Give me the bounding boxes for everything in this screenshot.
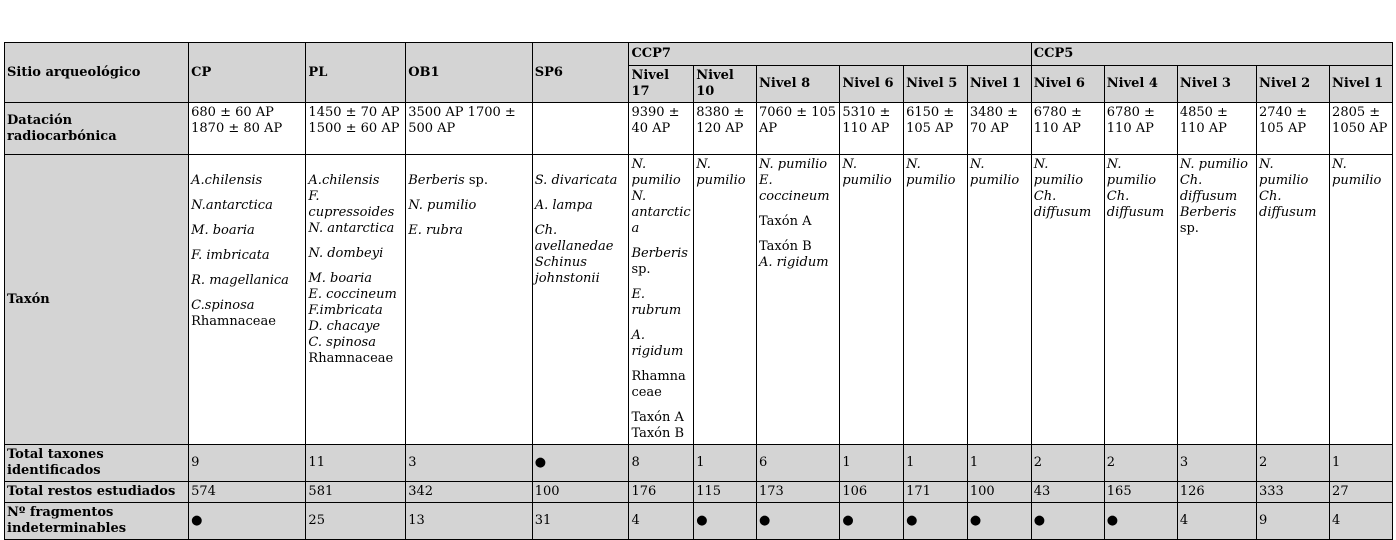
datacion-value: 8380 ± 120 AP bbox=[696, 105, 745, 136]
taxa-ccp5-n6 bbox=[1031, 155, 1104, 445]
taxon-item bbox=[631, 157, 691, 189]
datacion-value: 3500 AP 1700 ± 500 AP bbox=[408, 105, 516, 136]
taxon-item bbox=[1107, 189, 1175, 221]
taxon-name: S. divaricata bbox=[534, 173, 618, 188]
total-taxones-ccp5-n2: 2 bbox=[1257, 445, 1330, 482]
taxon-name: D. chacaye bbox=[308, 319, 381, 334]
total-taxones-ob1: 3 bbox=[406, 445, 533, 482]
site-header-pl: PL bbox=[306, 43, 406, 103]
taxon-item bbox=[1180, 205, 1254, 221]
total-restos-sp6: 100 bbox=[532, 482, 629, 503]
taxon-item bbox=[631, 287, 691, 319]
taxon-item bbox=[308, 303, 403, 319]
taxon-name: Taxón B bbox=[631, 426, 685, 441]
datacion-ccp7-n8 bbox=[757, 103, 840, 155]
taxon-name: A.chilensis bbox=[191, 173, 263, 188]
taxon-name: A.chilensis bbox=[308, 173, 380, 188]
taxa-ccp7-n1 bbox=[967, 155, 1031, 445]
site-header-sp6: SP6 bbox=[532, 43, 629, 103]
row-header-taxon: Taxón bbox=[5, 155, 189, 445]
datacion-pl bbox=[306, 103, 406, 155]
datacion-sp6 bbox=[532, 103, 629, 155]
total-restos-ob1: 342 bbox=[406, 482, 533, 503]
taxon-name: N. antarctica bbox=[631, 189, 691, 236]
taxa-ccp7-n5 bbox=[904, 155, 968, 445]
taxon-item bbox=[759, 255, 837, 271]
taxon-name: C.spinosa bbox=[191, 298, 255, 313]
taxon-name: E. rubrum bbox=[631, 287, 682, 318]
datacion-ccp5-n4 bbox=[1104, 103, 1177, 155]
datacion-value: 5310 ± 110 AP bbox=[842, 105, 891, 136]
taxon-item bbox=[191, 273, 303, 289]
taxon-name: F. imbricata bbox=[191, 248, 270, 263]
level-header-ccp7-n17: Nivel 17 bbox=[629, 66, 694, 103]
row-header-total-taxones: Total taxones identificados bbox=[5, 445, 189, 482]
taxon-name: Taxón A bbox=[631, 410, 684, 425]
fragmentos-ccp7-n17: 4 bbox=[629, 503, 694, 540]
total-restos-ccp7-n10: 115 bbox=[694, 482, 757, 503]
taxon-name: Rhamnaceae bbox=[308, 351, 394, 366]
datacion-value: 6780 ± 110 AP bbox=[1033, 105, 1082, 136]
total-taxones-cp: 9 bbox=[189, 445, 306, 482]
taxon-item bbox=[191, 314, 303, 330]
datacion-ccp5-n1 bbox=[1330, 103, 1393, 155]
level-header-ccp5-n1: Nivel 1 bbox=[1330, 66, 1393, 103]
taxon-name: Ch. diffusum bbox=[1259, 189, 1317, 220]
taxon-item bbox=[631, 246, 691, 278]
fragmentos-cp: ● bbox=[189, 503, 306, 540]
taxon-item bbox=[408, 198, 530, 214]
taxon-item bbox=[308, 351, 403, 367]
fragmentos-ccp5-n6: ● bbox=[1031, 503, 1104, 540]
taxon-name: R. magellanica bbox=[191, 273, 289, 288]
taxon-item bbox=[308, 246, 403, 262]
level-header-ccp5-n3: Nivel 3 bbox=[1177, 66, 1256, 103]
taxon-name: N. pumilio bbox=[1179, 157, 1248, 172]
taxon-item bbox=[191, 248, 303, 264]
taxon-name: N. pumilio bbox=[1033, 157, 1084, 188]
level-header-ccp7-n8: Nivel 8 bbox=[757, 66, 840, 103]
taxon-item bbox=[631, 410, 691, 426]
taxon-name: sp. bbox=[1179, 221, 1199, 236]
taxon-name: N. pumilio bbox=[759, 157, 828, 172]
data-table bbox=[4, 42, 1393, 540]
site-header-ob1: OB1 bbox=[406, 43, 533, 103]
total-restos-ccp5-n2: 333 bbox=[1257, 482, 1330, 503]
site-header-cp: CP bbox=[189, 43, 306, 103]
taxon-name: Ch. diffusum bbox=[1179, 173, 1238, 204]
taxon-name: N. pumilio bbox=[906, 157, 956, 188]
taxa-ccp5-n3 bbox=[1177, 155, 1256, 445]
datacion-ccp7-n5 bbox=[904, 103, 968, 155]
datacion-value: 1450 ± 70 AP 1500 ± 60 AP bbox=[308, 105, 400, 136]
datacion-value: 680 ± 60 AP 1870 ± 80 AP bbox=[191, 105, 283, 136]
taxon-item bbox=[1034, 189, 1102, 221]
total-taxones-ccp5-n6: 2 bbox=[1031, 445, 1104, 482]
row-header-fragmentos: Nº fragmentos indeterminables bbox=[5, 503, 189, 540]
level-header-ccp7-n5: Nivel 5 bbox=[904, 66, 968, 103]
taxon-name: F. cupressoides bbox=[308, 189, 395, 220]
total-restos-ccp5-n4: 165 bbox=[1104, 482, 1177, 503]
fragmentos-ob1: 13 bbox=[406, 503, 533, 540]
taxa-ccp7-n6 bbox=[840, 155, 904, 445]
taxon-suffix: sp. bbox=[631, 262, 651, 277]
taxa-cp bbox=[189, 155, 306, 445]
taxon-name: Ch. avellanedae bbox=[534, 223, 614, 254]
taxa-pl bbox=[306, 155, 406, 445]
taxon-item bbox=[308, 271, 403, 287]
total-taxones-pl: 11 bbox=[306, 445, 406, 482]
taxon-name: N. pumilio bbox=[696, 157, 746, 188]
taxon-name: N.antarctica bbox=[191, 198, 273, 213]
taxon-item bbox=[970, 157, 1029, 189]
total-taxones-ccp5-n4: 2 bbox=[1104, 445, 1177, 482]
fragmentos-sp6: 31 bbox=[532, 503, 629, 540]
datacion-value: 6150 ± 105 AP bbox=[906, 105, 955, 136]
taxon-item bbox=[535, 198, 627, 214]
taxon-item bbox=[308, 287, 403, 303]
taxa-ccp5-n1 bbox=[1330, 155, 1393, 445]
taxon-name: N. dombeyi bbox=[308, 246, 384, 261]
row-header-sitio: Sitio arqueológico bbox=[5, 43, 189, 103]
taxon-name: Taxón B bbox=[759, 239, 812, 254]
taxa-sp6 bbox=[532, 155, 629, 445]
taxon-name: A. rigidum bbox=[631, 328, 684, 359]
taxon-item bbox=[1332, 157, 1390, 189]
taxon-name: Rhamnaceae bbox=[191, 314, 276, 329]
fragmentos-pl: 25 bbox=[306, 503, 406, 540]
taxon-name: E. coccineum bbox=[759, 173, 830, 204]
datacion-ccp7-n6 bbox=[840, 103, 904, 155]
taxon-name: Taxón A bbox=[759, 214, 812, 229]
datacion-value: 6780 ± 110 AP bbox=[1106, 105, 1155, 136]
taxon-item bbox=[191, 198, 303, 214]
datacion-value: 7060 ± 105 AP bbox=[759, 105, 837, 136]
total-restos-ccp7-n5: 171 bbox=[904, 482, 968, 503]
total-restos-ccp7-n8: 173 bbox=[757, 482, 840, 503]
datacion-cp bbox=[189, 103, 306, 155]
fragmentos-ccp5-n2: 9 bbox=[1257, 503, 1330, 540]
taxon-item bbox=[1034, 157, 1102, 189]
taxon-name: N. pumilio bbox=[969, 157, 1020, 188]
taxon-item bbox=[308, 221, 403, 237]
datacion-value: 4850 ± 110 AP bbox=[1179, 105, 1228, 136]
taxon-suffix: sp. bbox=[464, 173, 488, 188]
datacion-ccp7-n1 bbox=[967, 103, 1031, 155]
taxon-item bbox=[906, 157, 965, 189]
taxon-item bbox=[759, 239, 837, 255]
taxon-name: Schinus johnstonii bbox=[534, 255, 600, 286]
taxon-name: N. pumilio bbox=[408, 198, 477, 213]
level-header-ccp5-n2: Nivel 2 bbox=[1257, 66, 1330, 103]
taxon-name: N. pumilio bbox=[1259, 157, 1309, 188]
taxa-ob1 bbox=[406, 155, 533, 445]
taxon-item bbox=[759, 173, 837, 205]
taxon-name: Ch. diffusum bbox=[1033, 189, 1092, 220]
fragmentos-ccp7-n5: ● bbox=[904, 503, 968, 540]
total-restos-cp: 574 bbox=[189, 482, 306, 503]
taxon-name: A. rigidum bbox=[759, 255, 829, 270]
taxon-item bbox=[408, 223, 530, 239]
fragmentos-ccp7-n1: ● bbox=[967, 503, 1031, 540]
taxon-item bbox=[1259, 157, 1327, 189]
datacion-value: 2805 ± 1050 AP bbox=[1332, 105, 1388, 136]
row-header-total-restos: Total restos estudiados bbox=[5, 482, 189, 503]
taxon-item bbox=[1180, 221, 1254, 237]
taxa-ccp5-n4 bbox=[1104, 155, 1177, 445]
level-header-ccp5-n4: Nivel 4 bbox=[1104, 66, 1177, 103]
taxon-name: N. pumilio bbox=[842, 157, 892, 188]
level-header-ccp7-n10: Nivel 10 bbox=[694, 66, 757, 103]
datacion-ccp5-n6 bbox=[1031, 103, 1104, 155]
row-header-datacion: Datación radiocarbónica bbox=[5, 103, 189, 155]
taxon-name: Ch. diffusum bbox=[1106, 189, 1165, 220]
taxon-name: E. rubra bbox=[408, 223, 463, 238]
taxon-name: N. pumilio bbox=[1332, 157, 1382, 188]
total-restos-pl: 581 bbox=[306, 482, 406, 503]
taxon-item bbox=[308, 189, 403, 221]
total-taxones-ccp5-n1: 1 bbox=[1330, 445, 1393, 482]
total-taxones-ccp7-n1: 1 bbox=[967, 445, 1031, 482]
taxon-item bbox=[191, 298, 303, 314]
taxon-item bbox=[535, 255, 627, 287]
datacion-ccp7-n10 bbox=[694, 103, 757, 155]
total-taxones-ccp7-n10: 1 bbox=[694, 445, 757, 482]
taxon-name: Berberis bbox=[1179, 205, 1237, 220]
datacion-value: 3480 ± 70 AP bbox=[969, 105, 1018, 136]
taxa-ccp7-n8 bbox=[757, 155, 840, 445]
taxon-name: C. spinosa bbox=[308, 335, 376, 350]
taxon-item bbox=[1259, 189, 1327, 221]
taxon-name: N. antarctica bbox=[308, 221, 395, 236]
taxon-item bbox=[759, 157, 837, 173]
total-taxones-sp6: ● bbox=[532, 445, 629, 482]
taxon-name: E. coccineum bbox=[308, 287, 397, 302]
total-restos-ccp5-n6: 43 bbox=[1031, 482, 1104, 503]
taxon-name: Rhamnaceae bbox=[631, 369, 686, 400]
taxon-item bbox=[631, 328, 691, 360]
fragmentos-ccp7-n6: ● bbox=[840, 503, 904, 540]
group-header-ccp5: CCP5 bbox=[1031, 43, 1392, 66]
datacion-ob1 bbox=[406, 103, 533, 155]
total-restos-ccp7-n1: 100 bbox=[967, 482, 1031, 503]
taxon-item bbox=[1107, 157, 1175, 189]
fragmentos-ccp7-n10: ● bbox=[694, 503, 757, 540]
taxon-item bbox=[308, 319, 403, 335]
total-taxones-ccp7-n17: 8 bbox=[629, 445, 694, 482]
taxon-name: A. lampa bbox=[534, 198, 593, 213]
datacion-value: 9390 ± 40 AP bbox=[631, 105, 680, 136]
taxon-name: F.imbricata bbox=[308, 303, 383, 318]
datacion-ccp5-n3 bbox=[1177, 103, 1256, 155]
taxa-ccp7-n10 bbox=[694, 155, 757, 445]
taxon-name: M. boaria bbox=[308, 271, 373, 286]
total-taxones-ccp7-n8: 6 bbox=[757, 445, 840, 482]
taxon-item bbox=[408, 173, 530, 189]
group-header-ccp7: CCP7 bbox=[629, 43, 1031, 66]
taxon-item bbox=[191, 223, 303, 239]
total-restos-ccp5-n1: 27 bbox=[1330, 482, 1393, 503]
taxon-name: N. pumilio bbox=[1106, 157, 1157, 188]
taxon-item bbox=[631, 369, 691, 401]
taxon-name: N. pumilio bbox=[631, 157, 681, 188]
total-restos-ccp5-n3: 126 bbox=[1177, 482, 1256, 503]
fragmentos-ccp7-n8: ● bbox=[757, 503, 840, 540]
taxon-name: Berberis bbox=[408, 173, 465, 188]
taxon-item bbox=[535, 173, 627, 189]
total-restos-ccp7-n17: 176 bbox=[629, 482, 694, 503]
total-taxones-ccp5-n3: 3 bbox=[1177, 445, 1256, 482]
taxon-item bbox=[696, 157, 754, 189]
total-taxones-ccp7-n6: 1 bbox=[840, 445, 904, 482]
total-taxones-ccp7-n5: 1 bbox=[904, 445, 968, 482]
fragmentos-ccp5-n4: ● bbox=[1104, 503, 1177, 540]
level-header-ccp5-n6: Nivel 6 bbox=[1031, 66, 1104, 103]
taxa-ccp7-n17 bbox=[629, 155, 694, 445]
datacion-ccp5-n2 bbox=[1257, 103, 1330, 155]
fragmentos-ccp5-n3: 4 bbox=[1177, 503, 1256, 540]
taxon-item bbox=[191, 173, 303, 189]
taxon-item bbox=[535, 223, 627, 255]
taxon-item bbox=[759, 214, 837, 230]
taxon-name: M. boaria bbox=[191, 223, 255, 238]
taxon-item bbox=[842, 157, 901, 189]
total-restos-ccp7-n6: 106 bbox=[840, 482, 904, 503]
fragmentos-ccp5-n1: 4 bbox=[1330, 503, 1393, 540]
datacion-value: 2740 ± 105 AP bbox=[1259, 105, 1308, 136]
taxon-item bbox=[308, 173, 403, 189]
taxon-name: Berberis bbox=[631, 246, 688, 261]
datacion-ccp7-n17 bbox=[629, 103, 694, 155]
taxon-item bbox=[1180, 173, 1254, 205]
taxa-ccp5-n2 bbox=[1257, 155, 1330, 445]
level-header-ccp7-n6: Nivel 6 bbox=[840, 66, 904, 103]
taxon-item bbox=[631, 189, 691, 237]
taxon-item bbox=[631, 426, 691, 442]
taxon-item bbox=[308, 335, 403, 351]
taxon-item bbox=[1180, 157, 1254, 173]
level-header-ccp7-n1: Nivel 1 bbox=[967, 66, 1031, 103]
